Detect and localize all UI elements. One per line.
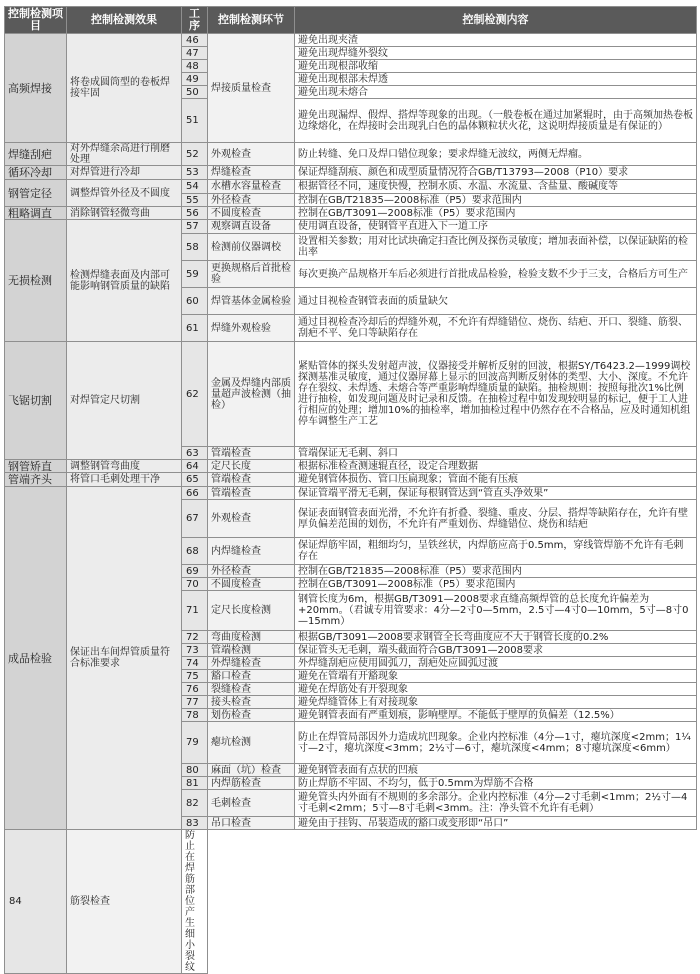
check-step-cell: 管端检测 [208, 644, 295, 657]
check-step-cell: 检测前仪器调校 [208, 234, 295, 261]
check-content-cell: 紧贴管体的探头发射超声波，仪器接受并解析反射的回波，根据SY/T6423.2—1999调校探测基准灵敏度，通过仪器屏幕上显示的回波高判断反射体的类型、大小、深度。不允许存在裂纹、未焊透、未熔合等严重影响焊缝质量的缺陷。抽检规则：按照每批次1%比例进行抽检，如发现问题及时记录和反馈。在抽检过程中如发现较明显的标记，便于工人进行相应的处理；增加10%的抽检率，增加抽检过程中仍然存在不合格品，应及时通知机组停车调整生产工艺 [295, 342, 697, 447]
step-number-cell: 65 [182, 473, 208, 487]
step-number-cell: 84 [5, 830, 67, 974]
table-row [5, 166, 697, 180]
control-effect-cell: 对焊管定尺切割 [67, 342, 182, 460]
check-step-cell: 外观检查 [208, 143, 295, 166]
check-step-cell: 观察调直设备 [208, 220, 295, 234]
header-content: 控制检测内容 [295, 7, 697, 34]
check-content-cell: 设置相关参数；用对比试块确定扫查比例及探伤灵敏度；增加表面补偿，以保证缺陷的检出率 [295, 234, 697, 261]
check-step-cell: 外径检查 [208, 565, 295, 578]
check-content-cell: 防止在焊管局部因外力造成坑凹现象。企业内控标准（4分—1寸，瘪坑深度<2mm；1¼寸—2寸，瘪坑深度<3mm；2½寸—6寸，瘪坑深度<4mm；8寸瘪坑深度<6mm） [295, 722, 697, 764]
control-item-cell: 循环冷却 [5, 166, 67, 180]
step-number-cell: 79 [182, 722, 208, 764]
check-step-cell: 金属及焊缝内部质量超声波检测（抽检） [208, 342, 295, 447]
control-effect-cell: 检测焊缝表面及内部可能影响钢管质量的缺陷 [67, 220, 182, 342]
check-content-cell: 控制在GB/T3091—2008标准（P5）要求范围内 [295, 578, 697, 591]
control-effect-cell: 调整钢管弯曲度 [67, 460, 182, 473]
control-effect-cell: 将卷成圆筒型的卷板焊接牢固 [67, 34, 182, 143]
step-number-cell: 72 [182, 631, 208, 644]
check-step-cell: 管端检查 [208, 473, 295, 487]
check-content-cell: 避免管头内外面有不规则的多余部分。企业内控标准（4分—2寸毛刺<1mm；2½寸—4寸毛刺<2mm；5寸—8寸毛刺<3mm。注：净头管不允许有毛刺） [295, 790, 697, 817]
control-effect-cell: 对外焊缝余高进行削磨处理 [67, 143, 182, 166]
check-content-cell: 通过目视检查钢管表面的质量缺欠 [295, 288, 697, 315]
check-content-cell: 防止转缝、免口及焊口错位现象；要求焊缝无波纹，两侧无焊瘤。 [295, 143, 697, 166]
control-item-cell: 飞锯切割 [5, 342, 67, 460]
check-content-cell: 根据GB/T3091—2008要求钢管全长弯曲度应不大于钢管长度的0.2% [295, 631, 697, 644]
check-content-cell: 防止在焊筋部位产生细小裂纹 [182, 830, 208, 974]
check-step-cell: 定尺长度检测 [208, 591, 295, 631]
header-effect: 控制检测效果 [67, 7, 182, 34]
table-row [5, 487, 697, 500]
check-step-cell: 外径检查 [208, 194, 295, 207]
check-step-cell: 焊缝外观检验 [208, 315, 295, 342]
step-number-cell: 61 [182, 315, 208, 342]
step-number-cell: 56 [182, 207, 208, 220]
check-content-cell: 保证表面钢管表面光滑，不允许有折叠、裂缝、重皮、分层、搭焊等缺陷存在，允许有壁厚负偏差范围的划伤，不允许有严重划伤、焊缝错位、烧伤和结疤 [295, 500, 697, 538]
check-step-cell: 麻面（坑）检查 [208, 764, 295, 777]
step-number-cell: 71 [182, 591, 208, 631]
check-step-cell: 毛刺检查 [208, 790, 295, 817]
control-item-cell: 管端齐头 [5, 473, 67, 487]
check-step-cell: 筋裂检查 [67, 830, 182, 974]
control-item-cell: 粗略调直 [5, 207, 67, 220]
step-number-cell: 47 [182, 47, 208, 60]
check-content-cell: 避免钢管表面有严重划痕，影响壁厚。不能低于壁厚的负偏差（12.5%） [295, 709, 697, 722]
table-row [5, 143, 697, 166]
check-content-cell: 根据管径不同，速度快慢，控制水质、水温、水流量、含盐量、酸碱度等 [295, 180, 697, 194]
table-row [5, 207, 697, 220]
check-step-cell: 吊口检查 [208, 817, 295, 830]
step-number-cell: 75 [182, 670, 208, 683]
check-content-cell: 防止焊筋不牢固、不均匀，低于0.5mm为焊筋不合格 [295, 777, 697, 790]
check-content-cell: 通过目视检查冷却后的焊缝外观，不允许有焊缝错位、烧伤、结疤、开口、裂缝、筋裂、刮疤不平、免口等缺陷存在 [295, 315, 697, 342]
check-step-cell: 内焊筋检查 [208, 777, 295, 790]
step-number-cell: 53 [182, 166, 208, 180]
table-row [5, 460, 697, 473]
table-row [5, 220, 697, 234]
control-effect-cell: 将管口毛刺处理干净 [67, 473, 182, 487]
check-content-cell: 避免钢管体损伤、管口压扁现象；管面不能有压痕 [295, 473, 697, 487]
step-number-cell: 52 [182, 143, 208, 166]
control-item-cell: 钢管定径 [5, 180, 67, 207]
check-content-cell: 避免出现未熔合 [295, 86, 697, 99]
check-content-cell: 每次更换产品规格开车后必须进行首批成品检验，检验支数不少于三支，合格后方可生产 [295, 261, 697, 288]
step-number-cell: 57 [182, 220, 208, 234]
check-content-cell: 控制在GB/T21835—2008标准（P5）要求范围内 [295, 565, 697, 578]
step-number-cell: 54 [182, 180, 208, 194]
check-step-cell: 更换规格后首批检验 [208, 261, 295, 288]
check-step-cell: 不圆度检查 [208, 207, 295, 220]
check-content-cell: 保证管头无毛刺，端头截面符合GB/T3091—2008要求 [295, 644, 697, 657]
step-number-cell: 81 [182, 777, 208, 790]
header-step: 控制检测环节 [208, 7, 295, 34]
check-step-cell: 瘪坑检测 [208, 722, 295, 764]
check-content-cell: 控制在GB/T3091—2008标准（P5）要求范围内 [295, 207, 697, 220]
check-content-cell: 保证管端平滑无毛刺，保证每根钢管达到“管直头净效果” [295, 487, 697, 500]
check-content-cell: 根据标准检查测速辊直径，设定合理数据 [295, 460, 697, 473]
check-step-cell: 接头检查 [208, 696, 295, 709]
check-content-cell: 避免在管端有开豁现象 [295, 670, 697, 683]
check-step-cell: 焊缝检查 [208, 166, 295, 180]
step-number-cell: 73 [182, 644, 208, 657]
control-item-cell: 无损检测 [5, 220, 67, 342]
inspection-table [4, 6, 697, 974]
step-number-cell: 69 [182, 565, 208, 578]
check-step-cell: 豁口检查 [208, 670, 295, 683]
check-step-cell: 裂缝检查 [208, 683, 295, 696]
step-number-cell: 68 [182, 538, 208, 565]
step-number-cell: 66 [182, 487, 208, 500]
step-number-cell: 48 [182, 60, 208, 73]
check-step-cell: 管端检查 [208, 487, 295, 500]
control-effect-cell: 消除钢管轻微弯曲 [67, 207, 182, 220]
control-effect-cell: 调整焊管外径及不圆度 [67, 180, 182, 207]
step-number-cell: 59 [182, 261, 208, 288]
step-number-cell: 82 [182, 790, 208, 817]
control-item-cell: 成品检验 [5, 487, 67, 830]
check-content-cell: 保证焊缝刮痕、颜色和成型质量情况符合GB/T13793—2008（P10）要求 [295, 166, 697, 180]
table-row [5, 180, 697, 194]
table-body [5, 34, 697, 974]
check-step-cell: 水槽水容量检查 [208, 180, 295, 194]
check-step-cell: 弯曲度检测 [208, 631, 295, 644]
step-number-cell: 77 [182, 696, 208, 709]
control-item-cell: 钢管矫直 [5, 460, 67, 473]
table-row [5, 342, 697, 447]
check-step-cell: 定尺长度 [208, 460, 295, 473]
check-step-cell: 焊接质量检查 [208, 34, 295, 143]
control-item-cell: 焊缝刮疤 [5, 143, 67, 166]
header-step-no: 工序 [182, 7, 208, 34]
table-row [5, 830, 697, 974]
step-number-cell: 62 [182, 342, 208, 447]
check-content-cell: 使用调直设备，使钢管平直进入下一道工序 [295, 220, 697, 234]
step-number-cell: 63 [182, 447, 208, 460]
check-content-cell: 外焊缝刮疤应使用圆弧刀，刮疤处应圆弧过渡 [295, 657, 697, 670]
check-content-cell: 避免在焊筋处有开裂现象 [295, 683, 697, 696]
step-number-cell: 58 [182, 234, 208, 261]
step-number-cell: 80 [182, 764, 208, 777]
check-step-cell: 外观检查 [208, 500, 295, 538]
check-content-cell: 钢管长度为6m，根据GB/T3091—2008要求直缝高频焊管的总长度允许偏差为+20mm。（君诚专用管要求：4分—2寸0—5mm，2.5寸—4寸0—10mm，5寸—8寸0—15mm） [295, 591, 697, 631]
check-content-cell: 控制在GB/T21835—2008标准（P5）要求范围内 [295, 194, 697, 207]
step-number-cell: 64 [182, 460, 208, 473]
check-step-cell: 焊管基体金属检验 [208, 288, 295, 315]
step-number-cell: 51 [182, 99, 208, 143]
step-number-cell: 55 [182, 194, 208, 207]
check-content-cell: 保证焊筋牢固，粗细均匀，呈铁丝状，内焊筋应高于0.5mm，穿线管焊筋不允许有毛刺存在 [295, 538, 697, 565]
control-item-cell: 高频焊接 [5, 34, 67, 143]
step-number-cell: 76 [182, 683, 208, 696]
check-content-cell: 避免出现焊缝外裂纹 [295, 47, 697, 60]
header-item: 控制检测项目 [5, 7, 67, 34]
step-number-cell: 60 [182, 288, 208, 315]
check-step-cell: 外焊缝检查 [208, 657, 295, 670]
check-content-cell: 避免出现根部未焊透 [295, 73, 697, 86]
step-number-cell: 83 [182, 817, 208, 830]
step-number-cell: 50 [182, 86, 208, 99]
check-content-cell: 避免钢管表面有点状的凹痕 [295, 764, 697, 777]
control-effect-cell: 对焊管进行冷却 [67, 166, 182, 180]
step-number-cell: 49 [182, 73, 208, 86]
table-row [5, 473, 697, 487]
table-row [5, 34, 697, 47]
step-number-cell: 70 [182, 578, 208, 591]
step-number-cell: 67 [182, 500, 208, 538]
check-content-cell: 避免焊缝管体上有对接现象 [295, 696, 697, 709]
step-number-cell: 78 [182, 709, 208, 722]
table-header-row [5, 7, 697, 34]
check-content-cell: 管端保证无毛刺、斜口 [295, 447, 697, 460]
check-content-cell: 避免由于挂钩、吊装造成的豁口或变形即“吊口” [295, 817, 697, 830]
check-step-cell: 划伤检查 [208, 709, 295, 722]
step-number-cell: 74 [182, 657, 208, 670]
check-content-cell: 避免出现根部收缩 [295, 60, 697, 73]
control-effect-cell: 保证出车间焊管质量符合标准要求 [67, 487, 182, 830]
check-step-cell: 管端检查 [208, 447, 295, 460]
check-step-cell: 内焊缝检查 [208, 538, 295, 565]
step-number-cell: 46 [182, 34, 208, 47]
check-content-cell: 避免出现漏焊、假焊、搭焊等现象的出现。（一般卷板在通过加紧辊时，由于高频加热卷板边缘熔化，在焊接时会出现乳白色的晶体颗粒状火花，这说明焊接质量是有保证的） [295, 99, 697, 143]
check-step-cell: 不圆度检查 [208, 578, 295, 591]
check-content-cell: 避免出现夹渣 [295, 34, 697, 47]
